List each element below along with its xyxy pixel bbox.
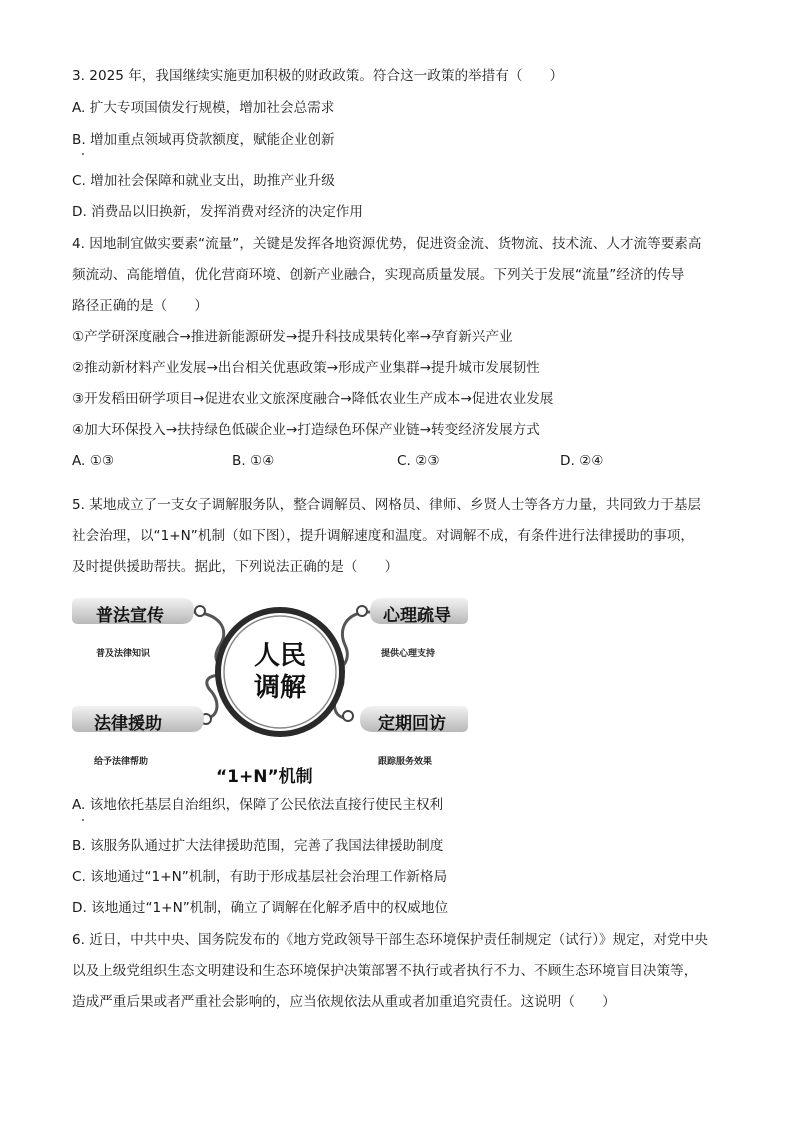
q4-stem-line-3: 路径正确的是（ ）	[72, 298, 208, 314]
q5-stem-line-1: 5. 某地成立了一支女子调解服务队，整合调解员、网格员、律师、乡贤人士等各方力量，共同致力于基层	[72, 497, 702, 513]
q4-choice-a: A. ①③	[72, 453, 115, 469]
q4-item-1: ①产学研深度融合→推进新能源研发→提升科技成果转化率→孕育新兴产业	[72, 329, 513, 345]
q4-stem-line-1: 4. 因地制宜做实要素“流量”，关键是发挥各地资源优势，促进资金流、货物流、技术流、人才流等要素高	[72, 236, 702, 252]
node-xinli-title: 心理疏导	[383, 606, 451, 626]
node-falv-subtitle: 给予法律帮助	[94, 757, 149, 767]
q6-stem-line-2: 以及上级党组织生态文明建设和生态环境保护决策部署不执行或者执行不力、不顾生态环境盲目决策等，	[72, 963, 698, 979]
node-xinli-subtitle: 提供心理支持	[381, 649, 436, 659]
q4-item-3: ③开发稻田研学项目→促进农业文旅深度融合→降低农业生产成本→促进农业发展	[72, 391, 554, 407]
q5-option-b: B. 该服务队通过扩大法律援助范围，完善了我国法律援助制度	[72, 838, 444, 854]
q5-option-c: C. 该地通过“1+N”机制，有助于形成基层社会治理工作新格局	[72, 869, 448, 885]
q3-option-a: A. 扩大专项国债发行规模，增加社会总需求	[72, 100, 335, 116]
q4-item-2: ②推动新材料产业发展→出台相关优惠政策→形成产业集群→提升城市发展韧性	[72, 360, 540, 376]
q3-option-b: B. 增加重点领域再贷款额度，赋能企业创新	[72, 132, 335, 148]
q3-option-c: C. 增加社会保障和就业支出，助推产业升级	[72, 173, 335, 189]
node-huifang-subtitle: 跟踪服务效果	[378, 757, 433, 767]
q3-option-d: D. 消费品以旧换新，发挥消费对经济的决定作用	[72, 204, 363, 220]
mechanism-diagram	[70, 590, 470, 790]
node-pufa-title: 普法宣传	[96, 606, 164, 626]
node-pufa-subtitle: 普及法律知识	[96, 649, 151, 659]
q4-choice-b: B. ①④	[232, 453, 275, 469]
scan-dot	[82, 153, 84, 155]
center-label	[230, 640, 330, 704]
node-huifang-title: 定期回访	[378, 714, 446, 734]
q4-stem-line-2: 频流动、高能增值，优化营商环境、创新产业融合，实现高质量发展。下列关于发展“流量”经济的传导	[72, 267, 685, 283]
q5-stem-line-2: 社会治理，以“1+N”机制（如下图），提升调解速度和温度。对调解不成，有条件进行法律援助的事项，	[72, 528, 695, 544]
q4-choice-c: C. ②③	[397, 453, 440, 469]
q6-stem-line-3: 造成严重后果或者严重社会影响的，应当依规依法从重或者加重追究责任。这说明（ ）	[72, 994, 616, 1010]
q3-stem: 3. 2025 年，我国继续实施更加积极的财政政策。符合这一政策的举措有（ ）	[72, 68, 564, 84]
scan-dot	[82, 819, 84, 821]
q5-option-d: D. 该地通过“1+N”机制，确立了调解在化解矛盾中的权威地位	[72, 900, 449, 916]
q6-stem-line-1: 6. 近日，中共中央、国务院发布的《地方党政领导干部生态环境保护责任制规定（试行）》规定，对党中央	[72, 932, 708, 948]
center-label-line-2: 调解	[253, 673, 306, 703]
q5-stem-line-3: 及时提供援助帮扶。据此，下列说法正确的是（ ）	[72, 559, 399, 575]
q5-option-a: A. 该地依托基层自治组织，保障了公民依法直接行使民主权利	[72, 797, 444, 813]
center-label-line-1: 人民	[253, 641, 306, 671]
node-falv-title: 法律援助	[94, 714, 162, 734]
q4-item-4: ④加大环保投入→扶持绿色低碳企业→打造绿色环保产业链→转变经济发展方式	[72, 422, 540, 438]
diagram-caption: “1+N”机制	[216, 767, 313, 787]
q4-choice-d: D. ②④	[560, 453, 604, 469]
